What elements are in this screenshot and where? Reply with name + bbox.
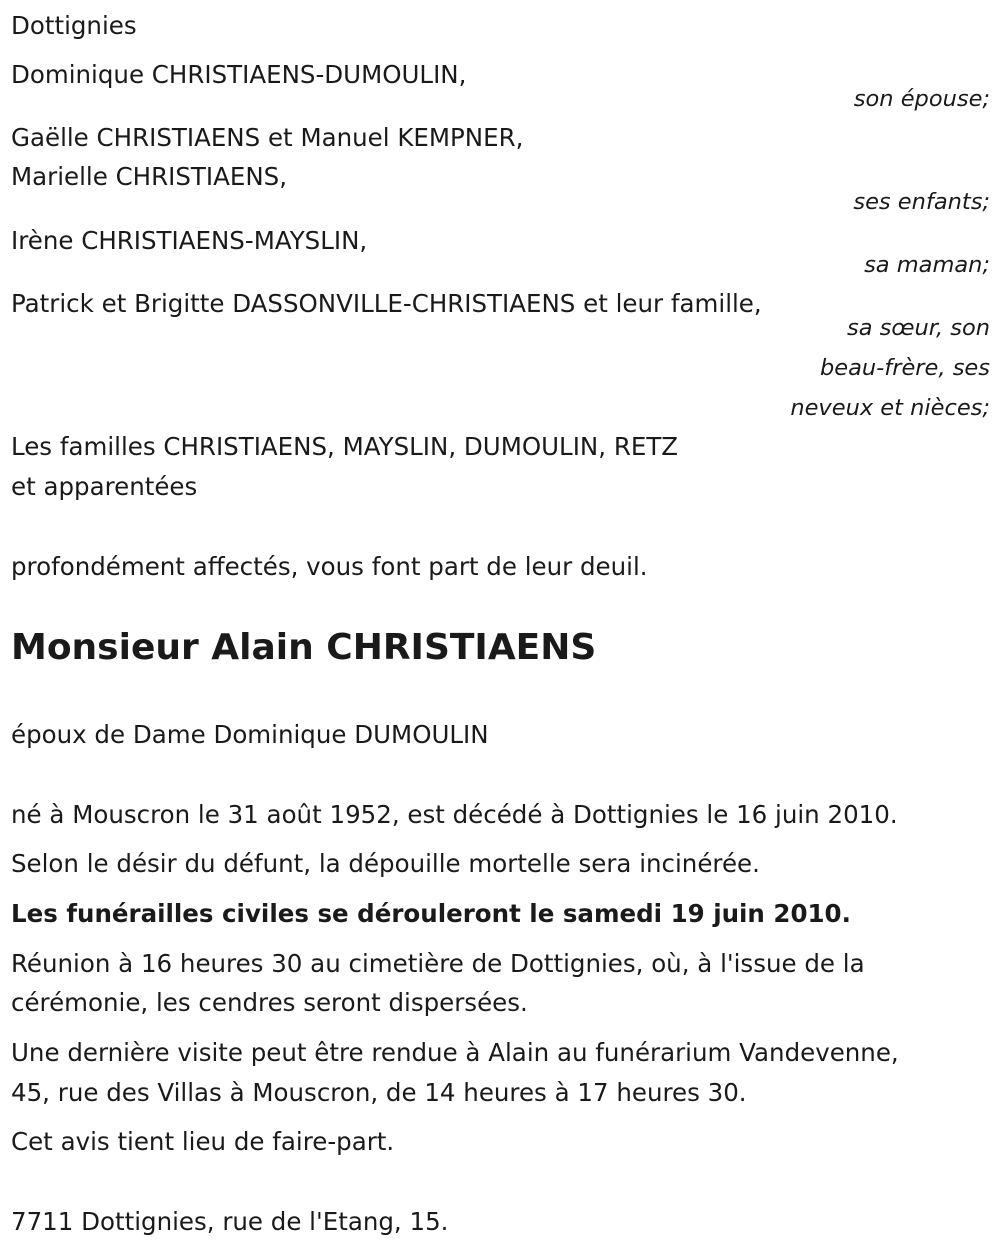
family-relatives-line-2: et apparentées: [11, 472, 198, 501]
family-mother-name: Irène CHRISTIAENS-MAYSLIN,: [11, 226, 368, 255]
cremation-text: Selon le désir du défunt, la dépouille mortelle sera incinérée.: [11, 849, 760, 878]
family-children-role: ses enfants;: [853, 189, 990, 215]
deceased-name: Monsieur Alain CHRISTIAENS: [11, 627, 597, 668]
family-spouse-name: Dominique CHRISTIAENS-DUMOULIN,: [11, 60, 467, 89]
place-heading: Dottignies: [11, 11, 137, 40]
meeting-text-1: Réunion à 16 heures 30 au cimetière de Dottignies, où, à l'issue de la: [11, 949, 865, 978]
address-text: 7711 Dottignies, rue de l'Etang, 15.: [11, 1207, 449, 1236]
family-relatives-line-1: Les familles CHRISTIAENS, MAYSLIN, DUMOULIN, RETZ: [11, 432, 679, 461]
family-spouse-role: son épouse;: [853, 86, 990, 112]
family-children-name-1: Gaëlle CHRISTIAENS et Manuel KEMPNER,: [11, 123, 524, 152]
notice-text: Cet avis tient lieu de faire-part.: [11, 1127, 395, 1156]
meeting-text-2: cérémonie, les cendres seront dispersées.: [11, 988, 528, 1017]
intro-text: profondément affectés, vous font part de leur deuil.: [11, 552, 648, 581]
birth-death-text: né à Mouscron le 31 août 1952, est décédé à Dottignies le 16 juin 2010.: [11, 800, 898, 829]
family-sister-role-3: neveux et nièces;: [790, 395, 990, 421]
family-mother-role: sa maman;: [864, 252, 990, 278]
family-sister-role-1: sa sœur, son: [846, 315, 990, 341]
family-children-name-2: Marielle CHRISTIAENS,: [11, 162, 288, 191]
funeral-text: Les funérailles civiles se dérouleront le samedi 19 juin 2010.: [11, 899, 851, 928]
family-sister-role-2: beau-frère, ses: [820, 355, 990, 381]
visit-text-2: 45, rue des Villas à Mouscron, de 14 heures à 17 heures 30.: [11, 1078, 747, 1107]
deceased-spouse: époux de Dame Dominique DUMOULIN: [11, 720, 489, 749]
visit-text-1: Une dernière visite peut être rendue à Alain au funérarium Vandevenne,: [11, 1038, 899, 1067]
family-sister-name: Patrick et Brigitte DASSONVILLE-CHRISTIAENS et leur famille,: [11, 289, 762, 318]
